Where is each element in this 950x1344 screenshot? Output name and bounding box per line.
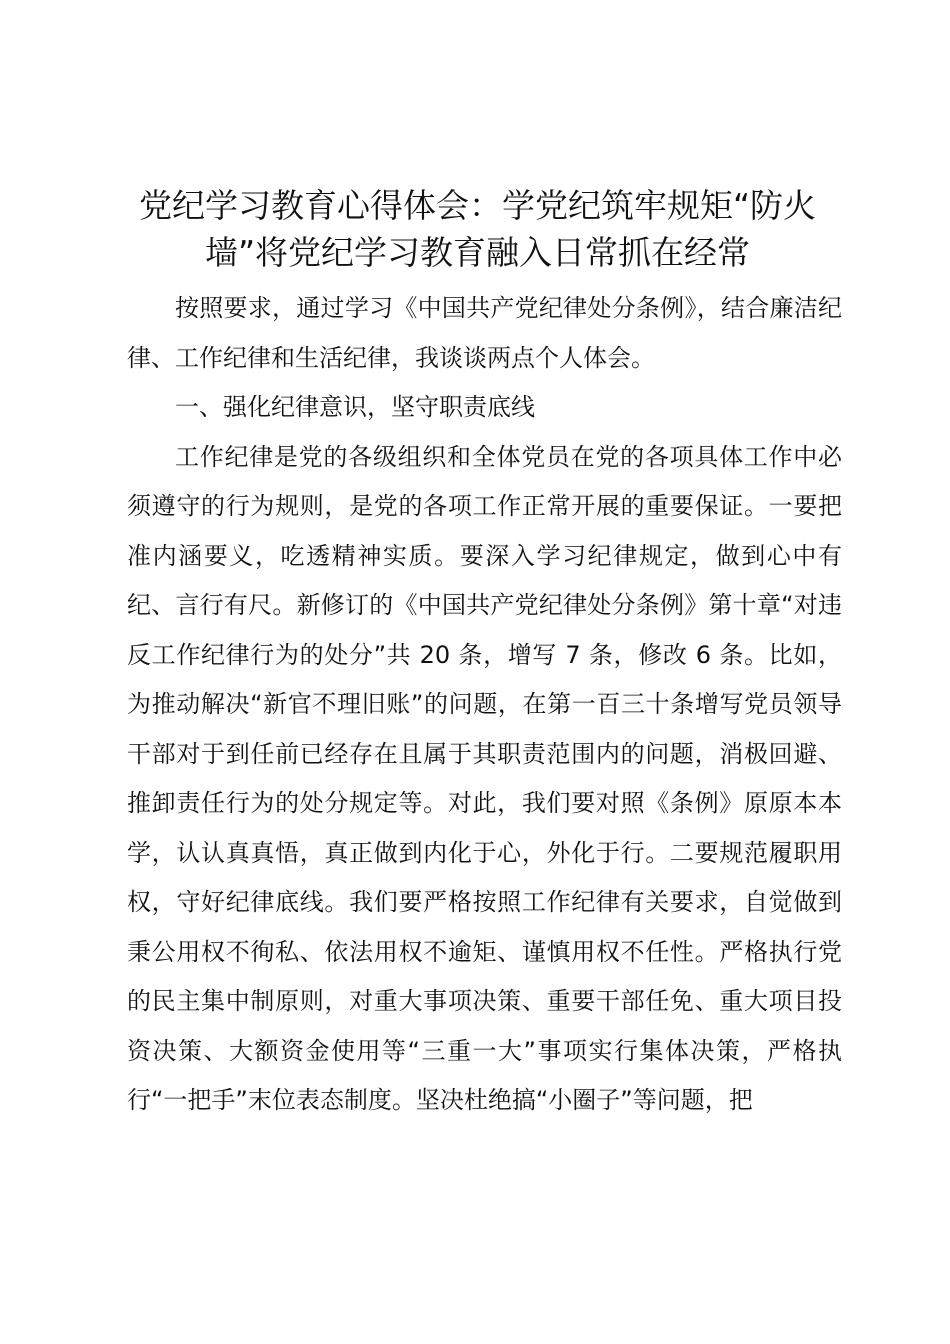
section-heading-1: 一、强化纪律意识，坚守职责底线 (175, 393, 535, 421)
paragraph-work-discipline: 工作纪律是党的各级组织和全体党员在党的各项具体工作中必须遵守的行为规则，是党的各项工作正常开展的重要保证。一要把准内涵要义，吃透精神实质。要深入学习纪律规定，做到心中有纪、言行有尺。新修订的《中国共产党纪律处分条例》第十章“对违反工作纪律行为的处分”共 20 条，增写 7 条，修改 6 条。比如，为推动解决“新官不理旧账”的问题，在第一百三十条增写党员领导干部对于到任前已经存在且属于其职责范围内的问题，消极回避、推卸责任行为的处分规定等。对此，我们要对照《条例》原原本本学，认认真真悟，真正做到内化于心，外化于行。二要规范履职用权，守好纪律底线。我们要严格按照工作纪律有关要求，自觉做到秉公用权不徇私、依法用权不逾矩、谨慎用权不任性。严格执行党的民主集中制原则，对重大事项决策、重要干部任免、重大项目投资决策、大额资金使用等“三重一大”事项实行集体决策，严格执行“一把手”末位表态制度。坚决杜绝搞“小圈子”等问题，把 (127, 442, 842, 1114)
document-title: 党纪学习教育心得体会：学党纪筑牢规矩“防火墙”将党纪学习教育融入日常抓在经常 (138, 186, 817, 272)
document-body (127, 284, 842, 1126)
paragraph-intro: 按照要求，通过学习《中国共产党纪律处分条例》，结合廉洁纪律、工作纪律和生活纪律，我谈谈两点个人体会。 (127, 294, 842, 372)
